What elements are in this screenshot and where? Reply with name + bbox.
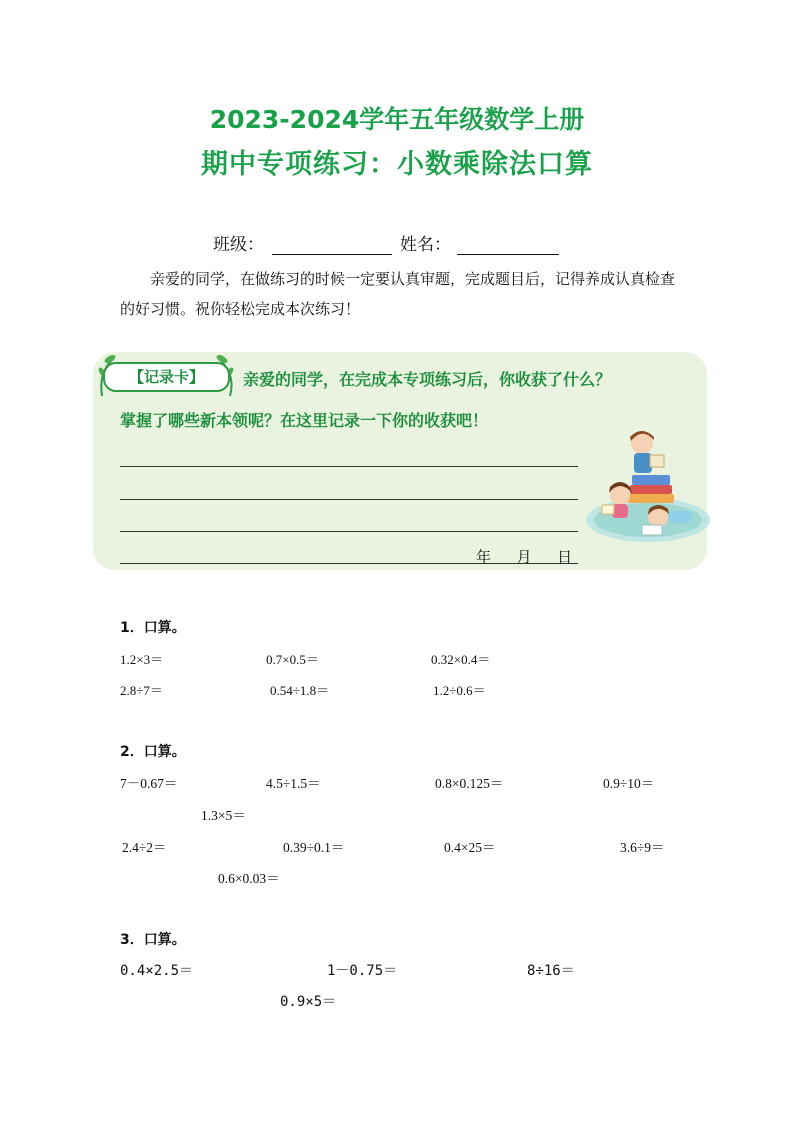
name-blank[interactable]: [457, 236, 559, 255]
record-card-line-2: 掌握了哪些新本领呢？在这里记录一下你的收获吧！: [120, 411, 489, 430]
record-line-2[interactable]: [120, 499, 578, 500]
problem-1-4: 2.8÷7＝: [120, 683, 163, 698]
date-month: 月: [516, 548, 532, 566]
problem-1-3: 0.32×0.4＝: [431, 652, 491, 667]
name-label: 姓名：: [400, 235, 451, 255]
record-date: [476, 546, 572, 567]
problem-3-3: 8÷16＝: [527, 963, 575, 979]
class-blank[interactable]: [272, 236, 392, 255]
date-day: 日: [557, 548, 573, 566]
problem-2-6: 2.4÷2＝: [122, 840, 167, 855]
class-field: [213, 230, 392, 255]
title-line-1: 2023-2024学年五年级数学上册: [209, 105, 585, 134]
problem-3-2: 1－0.75＝: [327, 963, 398, 979]
problem-2-9: 3.6÷9＝: [620, 840, 665, 855]
problem-2-7: 0.39÷0.1＝: [283, 840, 345, 855]
record-card-badge: 【记录卡】: [103, 362, 230, 392]
name-field: [400, 230, 559, 255]
title-line-2: 期中专项练习：小数乘除法口算: [201, 149, 593, 180]
problem-2-3: 0.8×0.125＝: [435, 776, 504, 791]
problem-2-2: 4.5÷1.5＝: [266, 776, 321, 791]
problem-2-8: 0.4×25＝: [444, 840, 496, 855]
section-1-heading: 1．口算。: [120, 620, 186, 636]
class-label: 班级：: [213, 235, 264, 255]
record-card-line-1: 亲爱的同学，在完成本专项练习后，你收获了什么？: [243, 370, 612, 389]
date-year: 年: [476, 548, 492, 566]
problem-2-1: 7－0.67＝: [120, 776, 178, 791]
problem-3-4: 0.9×5＝: [280, 994, 337, 1010]
section-2-heading: 2．口算。: [120, 744, 186, 760]
problem-2-10: 0.6×0.03＝: [218, 871, 280, 886]
intro-paragraph: 亲爱的同学，在做练习的时候一定要认真审题，完成题目后，记得养成认真检查的好习惯。祝你轻松完成本次练习！: [120, 270, 676, 318]
record-line-1[interactable]: [120, 466, 578, 467]
problem-1-5: 0.54÷1.8＝: [270, 683, 330, 698]
record-line-3[interactable]: [120, 531, 578, 532]
problem-2-4: 0.9÷10＝: [603, 776, 655, 791]
section-3-heading: 3．口算。: [120, 932, 186, 948]
problem-3-1: 0.4×2.5＝: [120, 963, 194, 979]
problem-2-5: 1.3×5＝: [201, 808, 246, 823]
problem-1-1: 1.2×3＝: [120, 652, 164, 667]
children-reading-illustration: [580, 425, 710, 550]
problem-1-6: 1.2÷0.6＝: [433, 683, 486, 698]
problem-1-2: 0.7×0.5＝: [266, 652, 319, 667]
